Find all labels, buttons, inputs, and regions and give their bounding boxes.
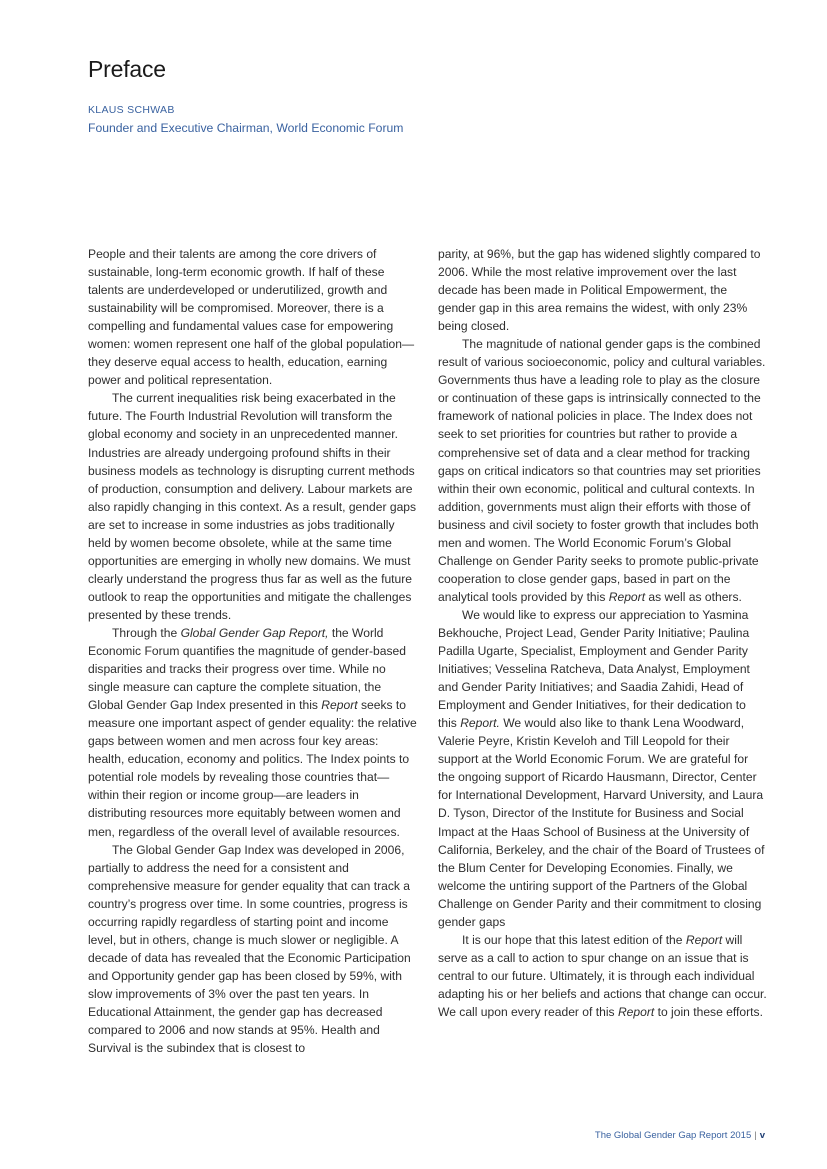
text-run: the World Economic Forum quantifies the magnitude of gender-based disparities and tracks their progress over time. While no single measure can capture the complete situation, the Global Gender Gap Index presented in this — [88, 625, 406, 713]
page-number: v — [759, 1130, 765, 1141]
footer-separator: | — [754, 1130, 757, 1141]
text-run: The magnitude of national gender gaps is the combined result of various socioeconomic, policy and cultural variables. Governments thus have a leading role to play as the closure or continuation of these gaps is intrinsically connected to the framework of national policies in place. The Index does not seek to set priorities for countries but rather to provide a comprehensive set of data and a clear method for tracking gaps on critical indicators so that countries may set priorities within their own economic, political and cultural contexts. In addition, governments must align their efforts with those of business and civil society to foster growth that includes both men and women. The World Economic Forum’s Global Challenge on Gender Parity seeks to promote public-private cooperation to close gender gaps, based in part on the analytical tools provided by this — [438, 337, 766, 604]
right-column — [438, 245, 768, 1021]
author-name: KLAUS SCHWAB — [88, 104, 175, 116]
text-run: We would also like to thank Lena Woodward, Valerie Peyre, Kristin Keveloh and Till Leopold for their support at the World Economic Forum. We are grateful for the ongoing support of Ricardo Hausmann, Director, Center for International Development, Harvard University, and Laura D. Tyson, Director of the Institute for Business and Social Impact at the Haas School of Business at the University of California, Berkeley, and the chair of the Board of Trustees of the Blum Center for Developing Economies. Finally, we welcome the untiring support of the Partners of the Global Challenge on Gender Parity and their commitment to closing gender gaps — [438, 716, 765, 929]
report-italic: Report. — [460, 716, 500, 731]
text-run: seeks to measure one important aspect of gender equality: the relative gaps between women and men across four key areas: health, education, economy and politics. The Index points to potential role models by revealing those countries that—within their region or income group—are leaders in distributing resources more equitably between women and men, regardless of the overall level of available resources. — [88, 698, 417, 839]
page-title: Preface — [88, 56, 166, 82]
left-column — [88, 245, 418, 1057]
paragraph — [88, 624, 418, 841]
author-role: Founder and Executive Chairman, World Economic Forum — [88, 121, 404, 135]
text-run: will serve as a call to action to spur change on an issue that is central to our future. Ultimately, it is through each individual adapting his or her beliefs and actions that change can occur. We call upon every reader of this — [438, 932, 767, 1019]
report-italic: Report — [608, 589, 646, 604]
text-run: as well as others. — [645, 589, 742, 604]
text-run: It is our hope that this latest edition of the — [462, 932, 686, 947]
text-run: to join these efforts. — [654, 1004, 763, 1019]
report-italic: Report — [321, 698, 358, 713]
text-run: Through the — [112, 625, 181, 640]
paragraph: The Global Gender Gap Index was developed in 2006, partially to address the need for a consistent and comprehensive measure for gender equality that can track a country’s progress over time. In some countries, progress is occurring rapidly regardless of starting point and income level, but in others, change is much slower or negligible. A decade of data has revealed that the Economic Participation and Opportunity gender gap has been closed by 59%, with slow improvements of 3% over the past ten years. In Educational Attainment, the gender gap has decreased compared to 2006 and now stands at 95%. Health and Survival is the subindex that is closest to — [88, 842, 411, 1056]
paragraph: The current inequalities risk being exacerbated in the future. The Fourth Industrial Revolution will transform the global economy and society in an unprecedented manner. Industries are already undergoing profound shifts in their business models as technology is disrupting current methods of production, consumption and delivery. Labour markets are also rapidly changing in this context. As a result, gender gaps are set to increase in some industries as jobs traditionally held by women become obsolete, while at the same time opportunities are emerging in wholly new domains. We must clearly understand the progress thus far as well as the future outlook to reap the opportunities and mitigate the challenges presented by these trends. — [88, 391, 417, 622]
paragraph: parity, at 96%, but the gap has widened slightly compared to 2006. While the most relative improvement over the last decade has been made in Political Empowerment, the gender gap in this area remains the widest, with only 23% being closed. — [438, 247, 761, 334]
paragraph — [438, 931, 768, 1021]
report-italic: Report — [685, 932, 723, 947]
page-footer — [595, 1130, 765, 1141]
paragraph — [438, 335, 768, 606]
footer-report-title: The Global Gender Gap Report 2015 — [594, 1130, 752, 1141]
report-title-italic: Global Gender Gap Report, — [180, 625, 329, 640]
text-run: We would like to express our appreciation to Yasmina Bekhouche, Project Lead, Gender Parity Initiative; Paulina Padilla Ugarte, Specialist, Employment and Gender Parity Initiatives; Vesselina Ratcheva, Data Analyst, Employment and Gender Parity Initiatives; and Saadia Zahidi, Head of Employment and Gender Initiatives, for their dedication to this — [438, 607, 750, 731]
paragraph: People and their talents are among the core drivers of sustainable, long-term economic growth. If half of these talents are underdeveloped or underutilized, growth and sustainability will be compromised. Moreover, there is a compelling and fundamental values case for empowering women: women represent one half of the global population—they deserve equal access to health, education, earning power and political representation. — [88, 247, 415, 388]
paragraph — [438, 606, 768, 931]
report-italic: Report — [617, 1004, 655, 1019]
